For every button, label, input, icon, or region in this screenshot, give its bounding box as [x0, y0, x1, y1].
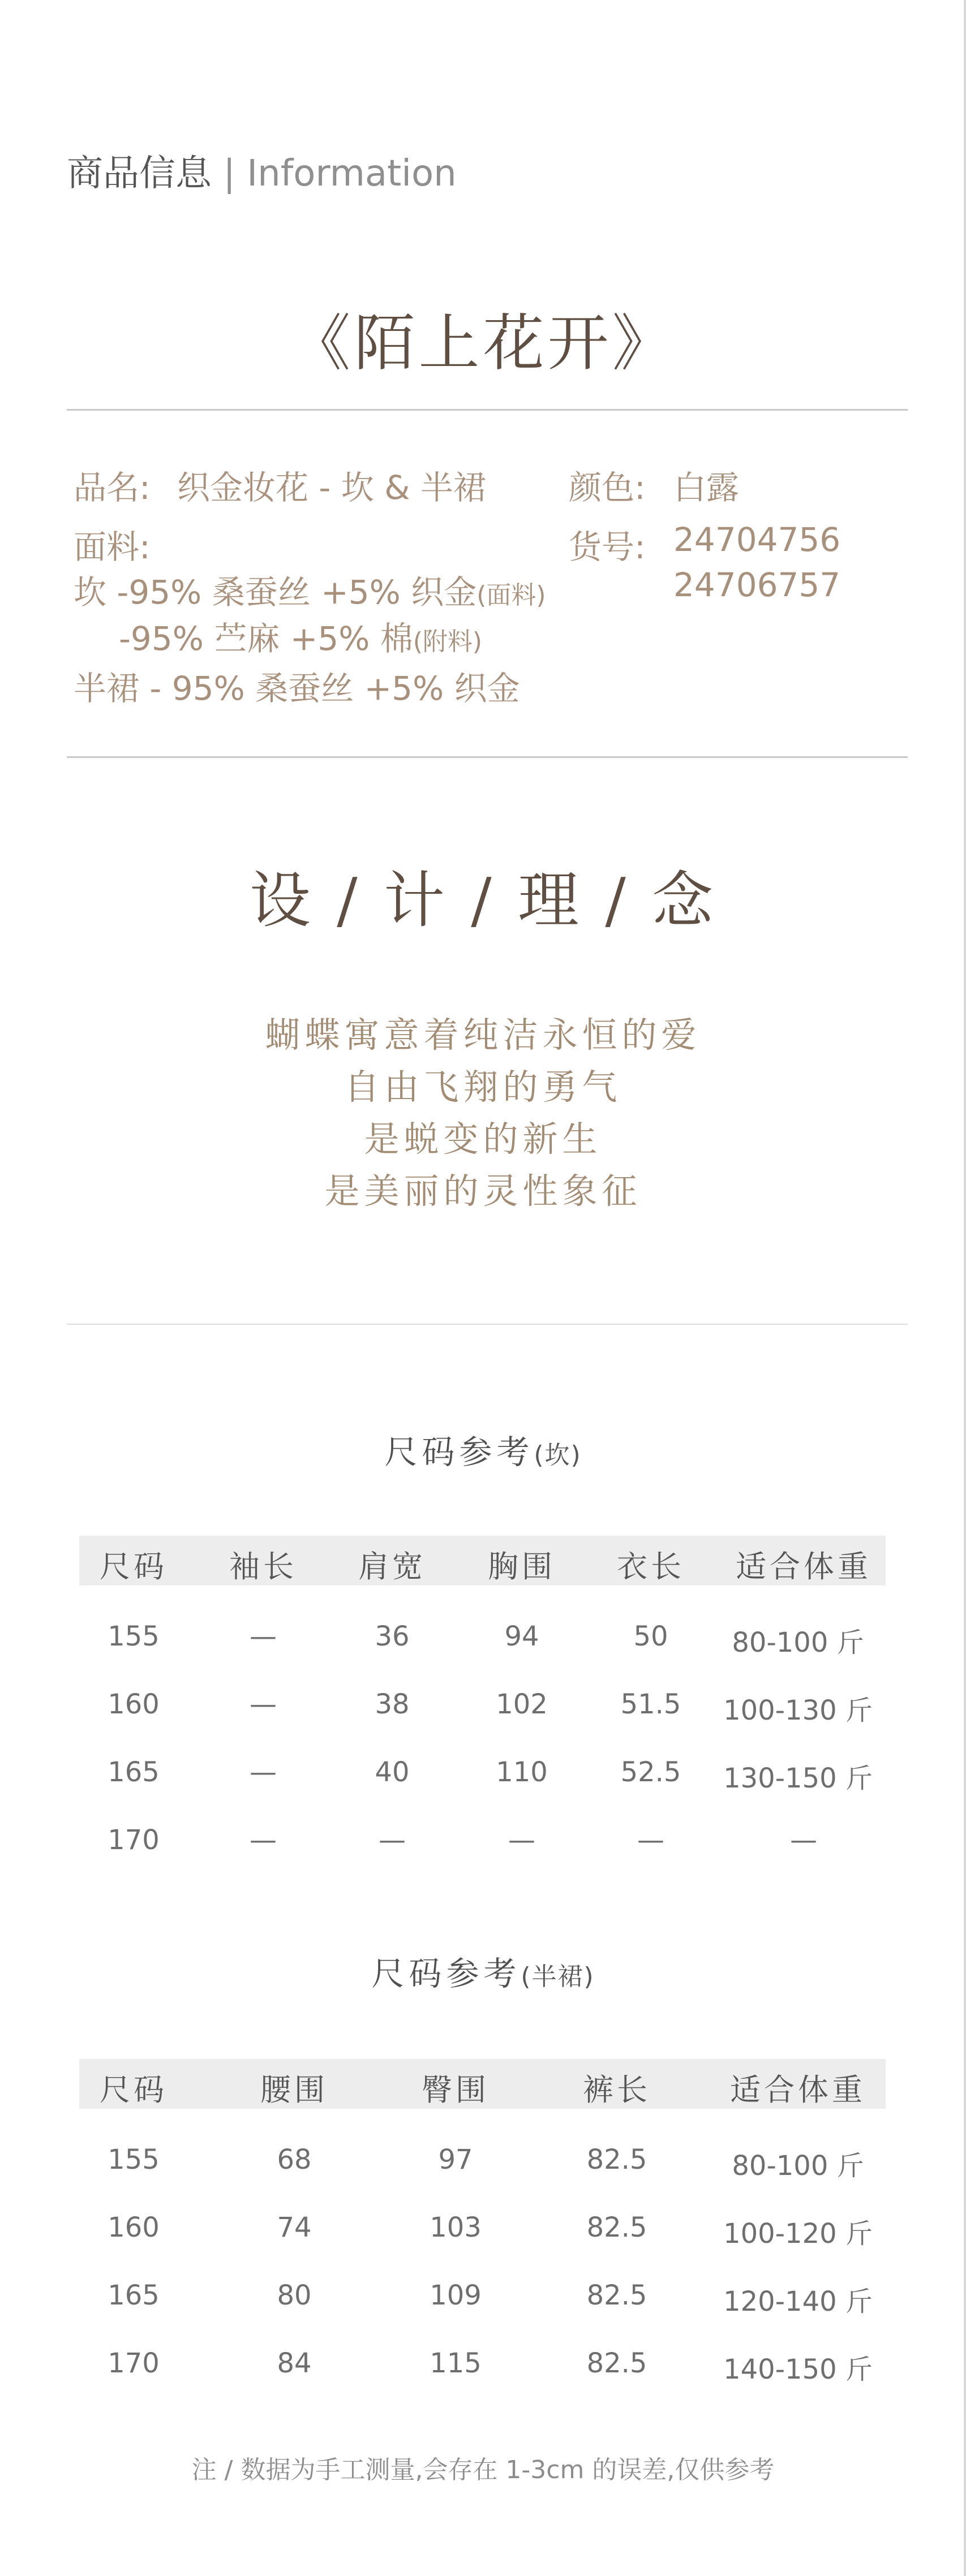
table-row: [79, 2212, 886, 2251]
size-table-1-title: [0, 1425, 966, 1473]
size-table-2-subtitle: (半裙): [521, 1962, 595, 1991]
table-2-header-cell: 裤长: [583, 2072, 651, 2108]
product-title: 《陌上花开》: [289, 308, 677, 379]
table-1-header-cell: 衣长: [617, 1549, 685, 1584]
table-cell: 109: [430, 2280, 482, 2311]
table-1-header-cell: 尺码: [100, 1549, 168, 1584]
table-cell: 100-120 斤: [723, 2218, 873, 2250]
color-label: 颜色:: [569, 468, 646, 507]
table-cell: 100-130 斤: [723, 1695, 873, 1726]
concept-line-2: 自由飞翔的勇气: [344, 1066, 622, 1108]
page-scrollbar[interactable]: [964, 0, 966, 2576]
fabric-line-2-note: (附料): [413, 627, 483, 656]
table-row: [79, 2280, 886, 2319]
table-row: [79, 1688, 886, 1728]
table-cell: —: [790, 1824, 817, 1856]
table-cell: 155: [108, 1621, 160, 1652]
table-cell: 110: [496, 1756, 548, 1788]
section-header: [67, 144, 457, 196]
table-cell: 160: [108, 1688, 160, 1720]
table-cell: —: [379, 1824, 406, 1856]
fabric-line-2: [119, 612, 482, 660]
table-cell: 165: [108, 2280, 160, 2311]
table-1-header-cell: 适合体重: [736, 1549, 871, 1584]
fabric-label: 面料:: [74, 528, 151, 566]
divider-2: [67, 756, 908, 758]
table-cell: 40: [375, 1756, 410, 1788]
concept-line-4: 是美丽的灵性象征: [324, 1170, 642, 1212]
table-cell: 68: [277, 2144, 312, 2176]
concept-line-3: 是蜕变的新生: [364, 1118, 602, 1160]
table-cell: 52.5: [620, 1756, 681, 1788]
section-header-separator: |: [223, 153, 235, 195]
table-2-header-cell: 尺码: [100, 2072, 168, 2108]
fabric-line-1: [74, 566, 546, 613]
table-cell: 102: [496, 1688, 548, 1720]
size-table-2-title-text: 尺码参考: [371, 1954, 521, 1993]
table-cell: 51.5: [620, 1688, 681, 1720]
section-header-en: Information: [247, 153, 457, 195]
table-row: [79, 1621, 886, 1660]
table-2-header-cell: 腰围: [260, 2072, 328, 2108]
table-row: [79, 1756, 886, 1796]
table-row: [79, 2347, 886, 2387]
divider-3: [67, 1324, 908, 1325]
fabric-line-3: 半裙 - 95% 桑蚕丝 +5% 织金: [74, 669, 520, 708]
table-1-header-cell: 肩宽: [358, 1549, 426, 1584]
table-cell: 82.5: [586, 2280, 647, 2311]
table-cell: 170: [108, 2347, 160, 2379]
table-cell: 80-100 斤: [732, 1627, 864, 1659]
table-2-header-cell: 臀围: [422, 2072, 490, 2108]
table-cell: 82.5: [586, 2212, 647, 2243]
table-2-header-cell: 适合体重: [730, 2072, 866, 2108]
table-cell: 160: [108, 2212, 160, 2243]
table-cell: 38: [375, 1688, 410, 1720]
table-cell: 94: [504, 1621, 539, 1652]
table-cell: 165: [108, 1756, 160, 1788]
table-cell: —: [250, 1756, 277, 1788]
size-table-1-subtitle: (坎): [534, 1441, 582, 1470]
table-cell: 155: [108, 2144, 160, 2176]
fabric-line-1-text: 坎 -95% 桑蚕丝 +5% 织金: [74, 573, 477, 611]
table-cell: 80-100 斤: [732, 2150, 864, 2182]
table-cell: 140-150 斤: [723, 2354, 873, 2385]
fabric-line-2-text: -95% 苎麻 +5% 棉: [119, 619, 413, 658]
table-cell: 120-140 斤: [723, 2286, 873, 2317]
section-header-cn: 商品信息: [67, 153, 212, 195]
table-cell: —: [250, 1824, 277, 1856]
color-value: 白露: [673, 468, 740, 507]
table-1-header-cell: 袖长: [229, 1549, 297, 1584]
table-cell: 103: [430, 2212, 482, 2243]
table-cell: 130-150 斤: [723, 1763, 873, 1794]
name-value: 织金妆花 - 坎 & 半裙: [177, 468, 486, 507]
concept-title: 设 / 计 / 理 / 念: [249, 865, 717, 936]
size-table-1-title-text: 尺码参考: [384, 1433, 534, 1471]
divider-1: [67, 409, 908, 411]
table-cell: 82.5: [586, 2144, 647, 2176]
table-1-header-cell: 胸围: [488, 1549, 556, 1584]
table-cell: 50: [633, 1621, 668, 1652]
table-cell: —: [637, 1824, 664, 1856]
name-label: 品名:: [74, 468, 151, 507]
table-cell: 82.5: [586, 2347, 647, 2379]
table-cell: 80: [277, 2280, 312, 2311]
measurement-note: 注 / 数据为手工测量,会存在 1-3cm 的误差,仅供参考: [191, 2456, 775, 2484]
table-row: [79, 1824, 886, 1864]
table-cell: 97: [438, 2144, 473, 2176]
sku-label: 货号:: [569, 528, 646, 566]
sku-2: 24706757: [673, 566, 841, 604]
table-cell: 74: [277, 2212, 312, 2243]
size-table-2-header: [79, 2059, 886, 2109]
table-cell: 84: [277, 2347, 312, 2379]
table-cell: 115: [430, 2347, 482, 2379]
concept-line-1: 蝴蝶寓意着纯洁永恒的爱: [265, 1014, 701, 1056]
table-cell: —: [250, 1688, 277, 1720]
sku-1: 24704756: [673, 520, 841, 559]
table-row: [79, 2144, 886, 2183]
fabric-line-1-note: (面料): [476, 581, 546, 610]
size-table-1-header: [79, 1536, 886, 1586]
table-cell: —: [250, 1621, 277, 1652]
size-table-2-title: [0, 1947, 966, 1995]
table-cell: —: [508, 1824, 535, 1856]
table-cell: 36: [375, 1621, 410, 1652]
table-cell: 170: [108, 1824, 160, 1856]
